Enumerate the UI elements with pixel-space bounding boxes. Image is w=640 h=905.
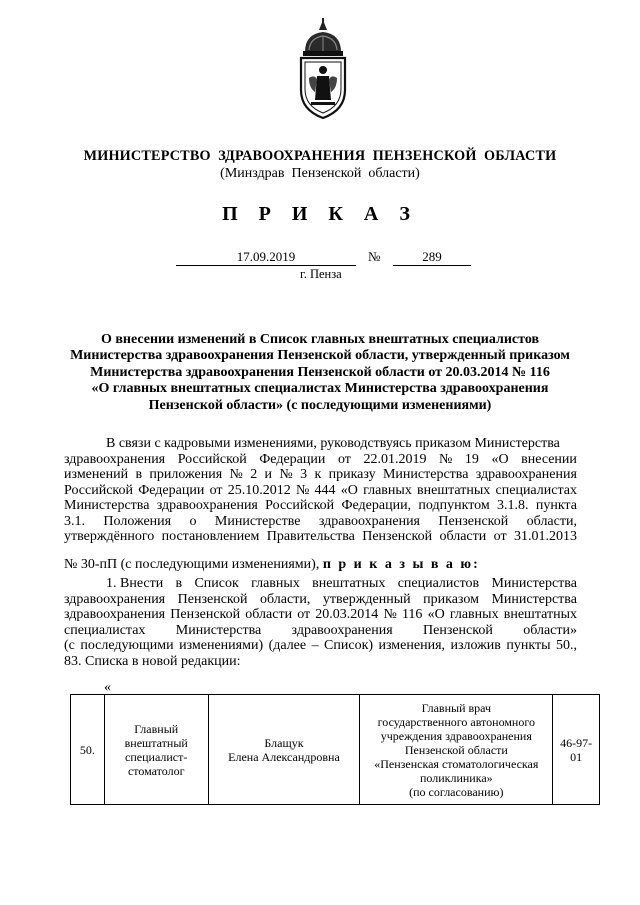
word: Пензенской bbox=[177, 591, 248, 607]
word: Пензенской bbox=[362, 529, 433, 544]
cell-line: Главный врач bbox=[421, 700, 492, 715]
preamble-tail: № 30-пП (с последующими изменениями), bbox=[64, 556, 320, 572]
word: главных bbox=[251, 576, 300, 591]
word: пункты bbox=[506, 638, 551, 653]
word: Российской bbox=[177, 451, 247, 467]
word: подпунктом bbox=[418, 498, 490, 513]
word: главных bbox=[363, 482, 412, 498]
word: Федерации bbox=[138, 482, 205, 498]
word: Положения bbox=[103, 513, 172, 529]
subject-line: «О главных внештатных специалистах Министерства здравоохранения bbox=[91, 381, 549, 397]
text-line bbox=[64, 576, 577, 592]
text-line bbox=[64, 592, 577, 608]
word: 1. Внести bbox=[106, 576, 164, 591]
cell-line: Главный bbox=[134, 721, 179, 736]
word: 3.1.8. bbox=[497, 498, 529, 513]
word: от bbox=[297, 607, 311, 622]
word: изменения, bbox=[378, 638, 446, 653]
word: области, bbox=[260, 591, 311, 607]
cell-line: Елена Александровна bbox=[228, 749, 340, 764]
word: специалистах bbox=[495, 482, 577, 498]
preamble-last-line bbox=[64, 557, 577, 573]
word: утвержденный bbox=[322, 591, 411, 607]
cell-line: стоматолог bbox=[127, 763, 185, 778]
word: приказу bbox=[328, 467, 376, 482]
word: специалистах bbox=[64, 622, 146, 638]
word: области bbox=[439, 529, 487, 544]
word: здравоохранения bbox=[318, 513, 420, 529]
word: изменениями) bbox=[179, 638, 264, 653]
word: изложив bbox=[450, 638, 501, 653]
word: здравоохранения bbox=[64, 451, 166, 467]
word: области, bbox=[526, 513, 577, 529]
word: Список) bbox=[324, 638, 374, 653]
cell-line: учреждения здравоохранения bbox=[380, 728, 532, 743]
text-line bbox=[64, 607, 577, 623]
text-line bbox=[64, 467, 577, 483]
word: 2 bbox=[250, 467, 258, 482]
word: приложения bbox=[149, 467, 223, 482]
word: здравоохранения bbox=[64, 607, 166, 622]
city-name: г. Пенза bbox=[300, 267, 342, 281]
word: Министерстве bbox=[214, 513, 301, 529]
ministry-name: МИНИСТЕРСТВО ЗДРАВООХРАНЕНИЯ ПЕНЗЕНСКОЙ ОБЛАСТИ bbox=[83, 148, 557, 164]
subject-line: Пензенской области» (с последующими изменениями) bbox=[148, 397, 492, 413]
order-clause-1-last bbox=[64, 654, 577, 670]
word: о bbox=[189, 513, 197, 529]
subject-line: Министерства здравоохранения Пензенской области от 20.03.2014 № 116 bbox=[90, 364, 550, 380]
word: Российской bbox=[265, 498, 335, 513]
cell-line: поликлиника» bbox=[419, 770, 493, 785]
text-line bbox=[64, 483, 577, 499]
text-line bbox=[64, 529, 577, 545]
word: последующими bbox=[80, 638, 174, 653]
table-row bbox=[71, 695, 600, 805]
phone-cell: 46-97-01 bbox=[553, 695, 600, 805]
cell-line: Блащук bbox=[264, 735, 304, 750]
word: (с bbox=[64, 638, 75, 653]
word: (далее bbox=[268, 638, 307, 653]
text-line bbox=[64, 498, 577, 514]
word: Министерства bbox=[382, 467, 469, 482]
word: Список bbox=[194, 576, 239, 591]
order-number: 289 bbox=[393, 249, 471, 266]
word: Министерства bbox=[491, 591, 577, 607]
cell-line: (по согласованию) bbox=[409, 784, 504, 799]
word: Пензенской bbox=[170, 607, 241, 622]
word: здравоохранения bbox=[291, 622, 393, 638]
word: специалистов bbox=[397, 576, 480, 591]
word: Министерства bbox=[175, 622, 262, 638]
word: № bbox=[439, 451, 453, 467]
number-sign: № bbox=[368, 249, 381, 264]
word: 444 bbox=[314, 482, 336, 498]
word: в bbox=[175, 576, 183, 591]
word: утверждённого bbox=[64, 529, 155, 544]
position-cell bbox=[104, 695, 208, 805]
word: Федерации bbox=[259, 451, 326, 467]
document-type-title: П Р И К А З bbox=[222, 203, 418, 225]
word: приказом bbox=[423, 591, 479, 607]
text-line bbox=[64, 452, 577, 468]
word: Министерства bbox=[64, 498, 150, 513]
word: Пензенской bbox=[438, 513, 509, 529]
word: «О bbox=[427, 607, 445, 622]
workplace-cell bbox=[360, 695, 553, 805]
word: 31.01.2013 bbox=[513, 529, 577, 544]
word: внештатных bbox=[503, 607, 577, 622]
text-line bbox=[64, 623, 577, 639]
word: внесении bbox=[521, 451, 577, 467]
word: Пензенской bbox=[423, 622, 493, 638]
word: в bbox=[135, 467, 143, 482]
word: здравоохранения bbox=[156, 498, 258, 513]
word: 20.03.2014 bbox=[315, 607, 379, 622]
ministry-short-name: (Минздрав Пензенской области) bbox=[220, 166, 420, 181]
cell-line: специалист- bbox=[125, 749, 188, 764]
word: к bbox=[314, 467, 322, 482]
word: 19 bbox=[464, 451, 479, 467]
word: Федерации, bbox=[341, 498, 412, 513]
subject-line: Министерства здравоохранения Пензенской области, утвержденный приказом bbox=[70, 348, 570, 364]
word: 50., bbox=[555, 638, 577, 653]
word: – bbox=[311, 638, 319, 653]
word: и bbox=[264, 467, 273, 482]
opening-quote: « bbox=[104, 680, 111, 695]
word: области» bbox=[523, 622, 577, 638]
clause-tail: 83. Списка в новой редакции: bbox=[64, 653, 241, 669]
word: постановлением bbox=[161, 529, 260, 544]
word: от bbox=[493, 529, 507, 544]
order-clause-1 bbox=[64, 576, 577, 654]
word: 22.01.2019 bbox=[363, 451, 427, 467]
cell-line: внештатный bbox=[124, 735, 188, 750]
preamble-paragraph bbox=[64, 436, 577, 545]
row-number-cell: 50. bbox=[71, 695, 105, 805]
penza-coat-of-arms-icon bbox=[295, 18, 351, 122]
cell-line: Пензенской области bbox=[404, 742, 508, 757]
word: внештатных bbox=[417, 482, 491, 498]
text-line bbox=[64, 514, 577, 530]
word: 3 bbox=[300, 467, 308, 482]
word: внештатных bbox=[312, 576, 386, 591]
word: № bbox=[279, 467, 293, 482]
name-cell bbox=[208, 695, 360, 805]
word: № bbox=[229, 467, 243, 482]
word: здравоохранения bbox=[475, 467, 577, 482]
word: области bbox=[245, 607, 293, 622]
word: «О bbox=[340, 482, 358, 498]
word: В связи с кадровыми изменениями, руководствуясь приказом Министерства bbox=[106, 436, 560, 451]
word: здравоохранения bbox=[64, 591, 166, 607]
specialists-table bbox=[70, 694, 600, 805]
word: Министерства bbox=[491, 576, 577, 591]
word: от bbox=[209, 482, 223, 498]
text-line bbox=[64, 436, 577, 452]
order-subject-heading bbox=[55, 332, 585, 414]
word: № bbox=[383, 607, 397, 622]
order-date: 17.09.2019 bbox=[176, 249, 356, 266]
word: от bbox=[337, 451, 351, 467]
word: 116 bbox=[401, 607, 423, 622]
word: Российской bbox=[64, 482, 133, 498]
word: пункта bbox=[535, 498, 577, 513]
text-line bbox=[64, 638, 577, 654]
cell-line: государственного автономного bbox=[377, 714, 535, 729]
word: 25.10.2012 bbox=[227, 482, 291, 498]
word: Правительства bbox=[266, 529, 355, 544]
word: «О bbox=[491, 451, 509, 467]
word: № bbox=[295, 482, 310, 498]
word: 3.1. bbox=[64, 513, 85, 529]
cell-line: «Пензенская стоматологическая bbox=[374, 756, 539, 771]
word: главных bbox=[449, 607, 499, 622]
subject-line: О внесении изменений в Список главных внештатных специалистов bbox=[100, 332, 540, 347]
word: изменений bbox=[64, 467, 129, 482]
order-keyword: п р и к а з ы в а ю: bbox=[322, 556, 480, 572]
